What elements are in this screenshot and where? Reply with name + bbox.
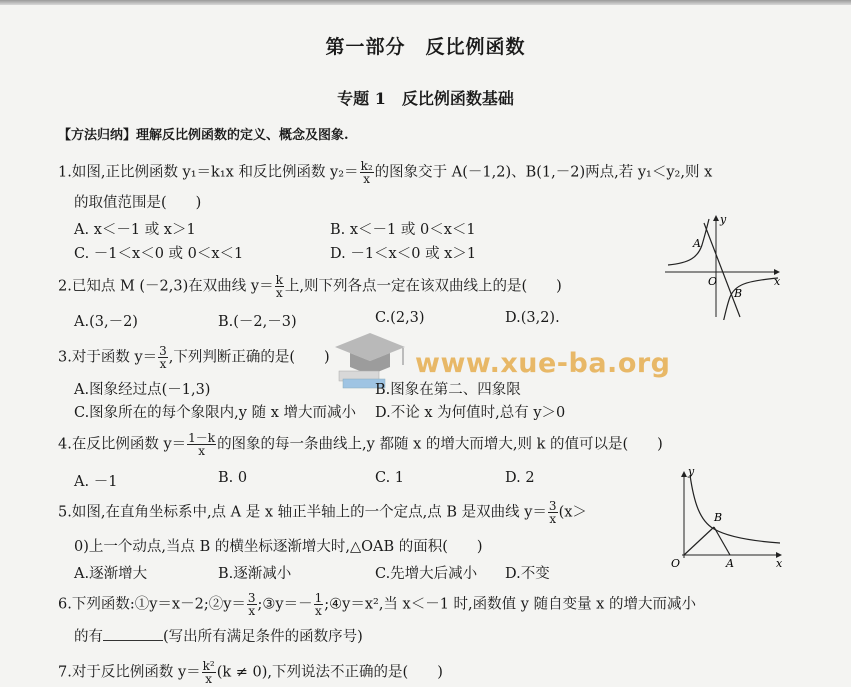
q2-option-c: C.(2,3) xyxy=(375,310,425,326)
q2-frac-num: k xyxy=(275,273,283,287)
q2-frac-den: x xyxy=(275,286,283,300)
q6-text-c: ;④y＝x²,当 x＜－1 时,函数值 y 随自变量 x 的增大而减小 xyxy=(324,596,696,613)
q5-text-a: 5.如图,在直角坐标系中,点 A 是 x 轴正半轴上的一个定点,点 B 是双曲线 y＝ xyxy=(58,504,547,521)
q5-figure xyxy=(662,463,787,573)
q4-option-a: A. －1 xyxy=(74,474,118,490)
q5-fig-segment-ob xyxy=(684,527,714,555)
q4-text-b: 的图象的每一条曲线上,y 都随 x 的增大而增大,则 k 的值可以是( ) xyxy=(217,436,663,453)
section-title: 专题 1 反比例函数基础 xyxy=(337,89,514,108)
q1-option-d: D. －1＜x＜0 或 x＞1 xyxy=(330,246,477,262)
q5-line2: 0)上一个动点,当点 B 的横坐标逐渐增大时,△OAB 的面积( ) xyxy=(74,539,483,555)
question-1 xyxy=(58,160,712,185)
q2-option-a: A.(3,－2) xyxy=(74,314,138,330)
q3-text-a: 3.对于函数 y＝ xyxy=(58,349,158,366)
q1-line2: 的取值范围是( ) xyxy=(74,195,202,211)
q1-fig-y-label: y xyxy=(720,213,727,226)
q1-fig-line xyxy=(704,223,743,317)
q4-frac-num: 1－k xyxy=(188,431,216,445)
q5-option-c: C.先增大后减小 xyxy=(375,566,478,582)
q3-text-b: ,下列判断正确的是( ) xyxy=(168,349,330,366)
q4-fraction xyxy=(187,432,216,457)
q1-text-a: 1.如图,正比例函数 y₁＝k₁x 和反比例函数 y₂＝ xyxy=(58,164,359,181)
q7-fraction xyxy=(202,660,216,685)
q6-frac2-den: x xyxy=(315,604,322,618)
q5-option-d: D.不变 xyxy=(505,566,550,582)
q1-fraction xyxy=(360,160,374,185)
q7-frac-den: x xyxy=(205,672,213,686)
q6-answer-blank[interactable] xyxy=(103,628,163,641)
q5-option-a: A.逐渐增大 xyxy=(74,566,148,582)
q6-frac1-den: x xyxy=(248,604,256,618)
q1-option-b: B. x＜－1 或 0＜x＜1 xyxy=(330,222,476,238)
q6-fraction-1 xyxy=(247,592,257,617)
q5-frac-den: x xyxy=(549,512,557,526)
q1-fig-y-arrow xyxy=(713,215,719,221)
q1-fig-origin-label: O xyxy=(708,275,718,288)
q1-figure xyxy=(660,205,785,320)
q1-frac-den: x xyxy=(363,172,370,186)
question-4 xyxy=(58,432,663,457)
q5-fig-origin-label: O xyxy=(671,557,681,570)
question-7 xyxy=(58,660,443,685)
q7-text-a: 7.对于反比例函数 y＝ xyxy=(58,664,201,681)
q1-option-a: A. x＜－1 或 x＞1 xyxy=(74,222,196,238)
question-2 xyxy=(58,274,562,299)
watermark-text: www.xue-ba.org xyxy=(415,348,671,379)
q3-fraction xyxy=(158,345,168,370)
q5-text-b: (x＞ xyxy=(558,504,587,521)
question-5 xyxy=(58,500,587,525)
q6-line2-suffix: (写出所有满足条件的函数序号) xyxy=(163,629,363,645)
q7-text-b: (k ≠ 0),下列说法不正确的是( ) xyxy=(216,664,443,681)
q6-text-a: 6.下列函数:①y＝x－2;②y＝ xyxy=(58,596,246,613)
q5-fig-y-label: y xyxy=(688,465,695,478)
question-6 xyxy=(58,592,696,617)
q5-fig-point-b-label: B xyxy=(714,511,723,524)
q3-frac-den: x xyxy=(159,357,167,371)
q1-fig-hyperbola-left xyxy=(668,219,709,265)
q1-fig-point-a-label: A xyxy=(693,237,701,250)
q4-option-d: D. 2 xyxy=(505,470,535,486)
q4-text-a: 4.在反比例函数 y＝ xyxy=(58,436,187,453)
q3-option-c: C.图象所在的每个象限内,y 随 x 增大而减小 xyxy=(74,405,356,421)
q3-option-b: B.图象在第二、四象限 xyxy=(375,382,521,398)
q6-text-b: ;③y＝－ xyxy=(257,596,313,613)
q2-option-d: D.(3,2). xyxy=(505,310,560,326)
q3-option-d: D.不论 x 为何值时,总有 y＞0 xyxy=(375,405,566,421)
q1-frac-num: k₂ xyxy=(360,159,373,173)
q6-line2-prefix: 的有 xyxy=(74,629,103,645)
page-title: 第一部分 反比例函数 xyxy=(325,36,526,58)
q3-frac-num: 3 xyxy=(159,344,167,358)
q3-option-a: A.图象经过点(－1,3) xyxy=(74,382,211,398)
q2-text-b: 上,则下列各点一定在该双曲线上的是( ) xyxy=(284,278,562,295)
q5-fig-hyperbola xyxy=(690,475,780,543)
q1-text-b: 的图象交于 A(－1,2)、B(1,－2)两点,若 y₁＜y₂,则 x xyxy=(374,164,713,181)
q2-text-a: 2.已知点 M (－2,3)在双曲线 y＝ xyxy=(58,278,274,295)
q6-frac1-num: 3 xyxy=(247,591,256,605)
q2-fraction xyxy=(275,274,284,299)
method-summary: 【方法归纳】理解反比例函数的定义、概念及图象. xyxy=(58,128,349,143)
q1-option-c: C. －1＜x＜0 或 0＜x＜1 xyxy=(74,246,244,262)
q1-fig-point-b-label: B xyxy=(734,287,743,300)
q4-frac-den: x xyxy=(198,444,205,458)
q4-option-c: C. 1 xyxy=(375,470,405,486)
q5-fraction xyxy=(548,500,558,525)
q5-fig-y-arrow xyxy=(681,471,687,477)
q6-frac2-num: 1 xyxy=(314,591,323,605)
q6-fraction-2 xyxy=(314,592,324,617)
q6-line2 xyxy=(74,628,363,646)
q4-option-b: B. 0 xyxy=(218,470,248,486)
q1-fig-hyperbola-right xyxy=(723,278,778,320)
q7-frac-num: k² xyxy=(202,659,215,673)
top-edge xyxy=(0,0,851,5)
q5-option-b: B.逐渐减小 xyxy=(218,566,292,582)
q5-fig-point-a-label: A xyxy=(726,557,734,570)
q5-fig-segment-ba xyxy=(714,527,730,555)
q5-frac-num: 3 xyxy=(548,499,557,513)
q2-option-b: B.(－2,－3) xyxy=(218,314,297,330)
question-3 xyxy=(58,345,330,370)
q5-fig-x-label: x xyxy=(776,557,783,570)
q1-fig-x-label: x xyxy=(774,275,781,288)
